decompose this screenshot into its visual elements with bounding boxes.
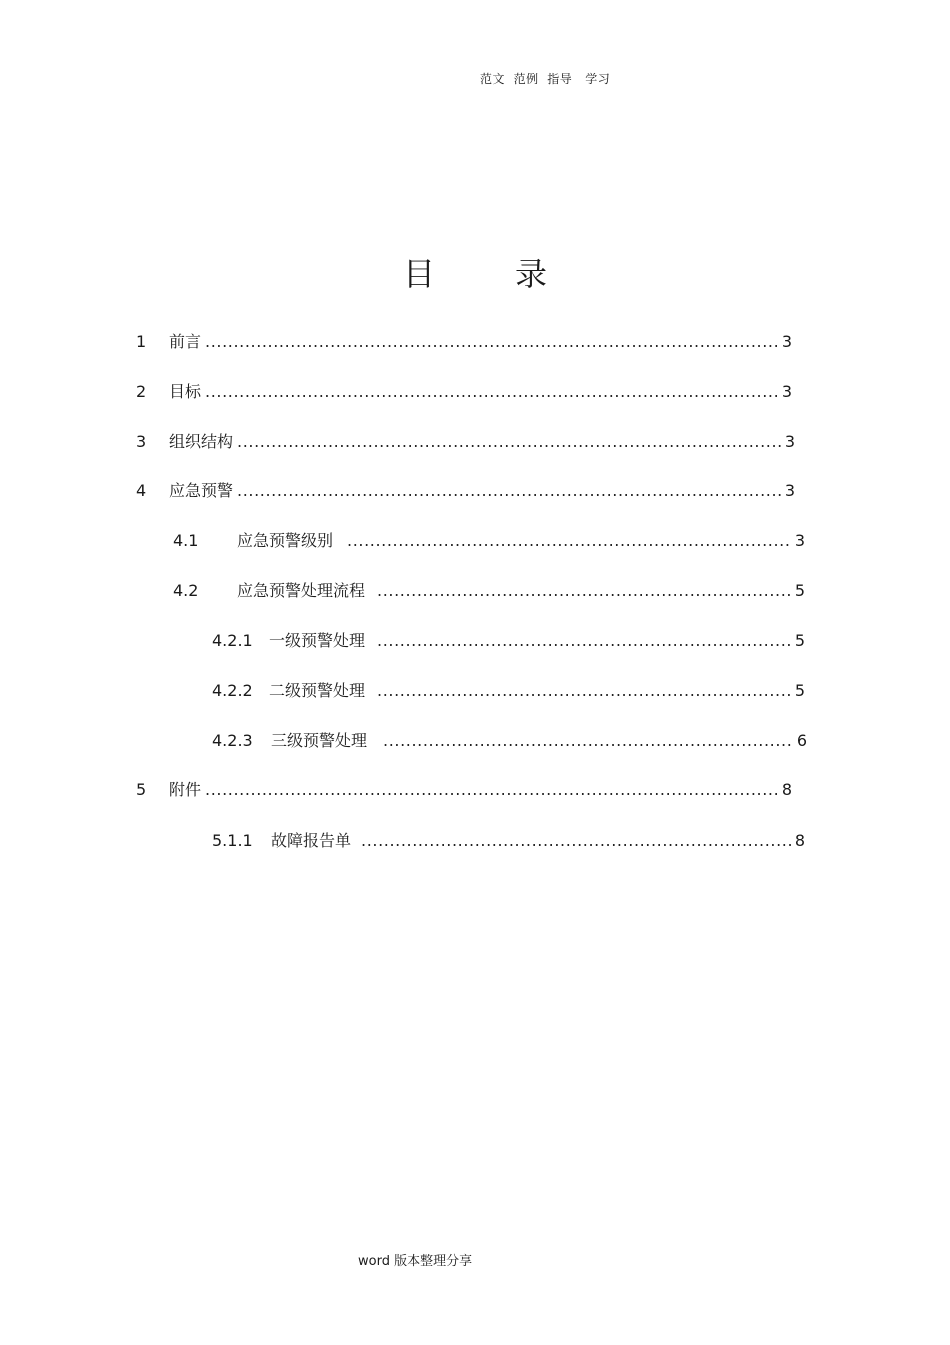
toc-entry-label: 组织结构	[169, 432, 234, 451]
toc-entry-4-2-1[interactable]	[212, 630, 805, 652]
toc-entry-label: 应急预警	[169, 481, 234, 500]
toc-entry-label: 二级预警处理	[269, 681, 366, 700]
toc-entry-label: 一级预警处理	[269, 631, 366, 650]
toc-entry-label: 三级预警处理	[271, 731, 368, 750]
toc-entry-4-2-2[interactable]	[212, 680, 805, 702]
toc-leader-dots	[361, 830, 791, 852]
page-footer: word 版本整理分享	[358, 1254, 473, 1269]
toc-entry-number: 1	[136, 332, 147, 351]
toc-entry-4-2-3[interactable]	[212, 730, 807, 752]
toc-entry-page: 3	[781, 382, 792, 401]
toc-leader-dots	[205, 381, 778, 403]
toc-entry-label: 前言	[169, 332, 202, 351]
toc-entry-page: 3	[781, 332, 792, 351]
toc-leader-dots	[237, 431, 781, 453]
toc-leader-dots	[377, 580, 791, 602]
toc-entry-page: 5	[794, 581, 805, 600]
toc-entry-3[interactable]	[136, 431, 795, 453]
toc-entry-number: 3	[136, 432, 147, 451]
toc-entry-page: 8	[781, 780, 792, 799]
toc-title-char-2: 录	[515, 255, 548, 293]
toc-entry-page: 3	[794, 531, 805, 550]
toc-entry-label: 故障报告单	[271, 831, 352, 850]
toc-leader-dots	[377, 680, 791, 702]
toc-entry-5[interactable]	[136, 779, 792, 801]
toc-entry-2[interactable]	[136, 381, 792, 403]
toc-entry-4-1[interactable]	[173, 530, 805, 552]
toc-leader-dots	[347, 530, 791, 552]
toc-title	[0, 252, 950, 296]
toc-entry-number: 4.2	[173, 581, 199, 600]
toc-entry-page: 3	[784, 432, 795, 451]
toc-entry-label: 目标	[169, 382, 202, 401]
toc-entry-number: 4.2.3	[212, 731, 253, 750]
toc-entry-5-1-1[interactable]	[212, 830, 805, 852]
toc-entry-number: 4.2.1	[212, 631, 253, 650]
toc-leader-dots	[205, 331, 778, 353]
toc-entry-page: 6	[796, 731, 807, 750]
toc-entry-number: 5.1.1	[212, 831, 253, 850]
toc-entry-number: 4.2.2	[212, 681, 253, 700]
toc-entry-label: 附件	[169, 780, 202, 799]
toc-entry-number: 4.1	[173, 531, 199, 550]
toc-leader-dots	[205, 779, 778, 801]
toc-entry-1[interactable]	[136, 331, 792, 353]
toc-entry-4[interactable]	[136, 480, 795, 502]
toc-entry-4-2[interactable]	[173, 580, 805, 602]
toc-leader-dots	[383, 730, 793, 752]
toc-entry-number: 5	[136, 780, 147, 799]
toc-title-char-1: 目	[402, 255, 435, 293]
toc-leader-dots	[377, 630, 791, 652]
toc-entry-page: 8	[794, 831, 805, 850]
toc-entry-number: 2	[136, 382, 147, 401]
toc-entry-number: 4	[136, 481, 147, 500]
toc-leader-dots	[237, 480, 781, 502]
toc-entry-page: 3	[784, 481, 795, 500]
toc-entry-page: 5	[794, 681, 805, 700]
toc-entry-page: 5	[794, 631, 805, 650]
toc-entry-label: 应急预警处理流程	[237, 581, 366, 600]
toc-entry-label: 应急预警级别	[237, 531, 334, 550]
page-header: 范文 范例 指导 学习	[480, 72, 611, 86]
